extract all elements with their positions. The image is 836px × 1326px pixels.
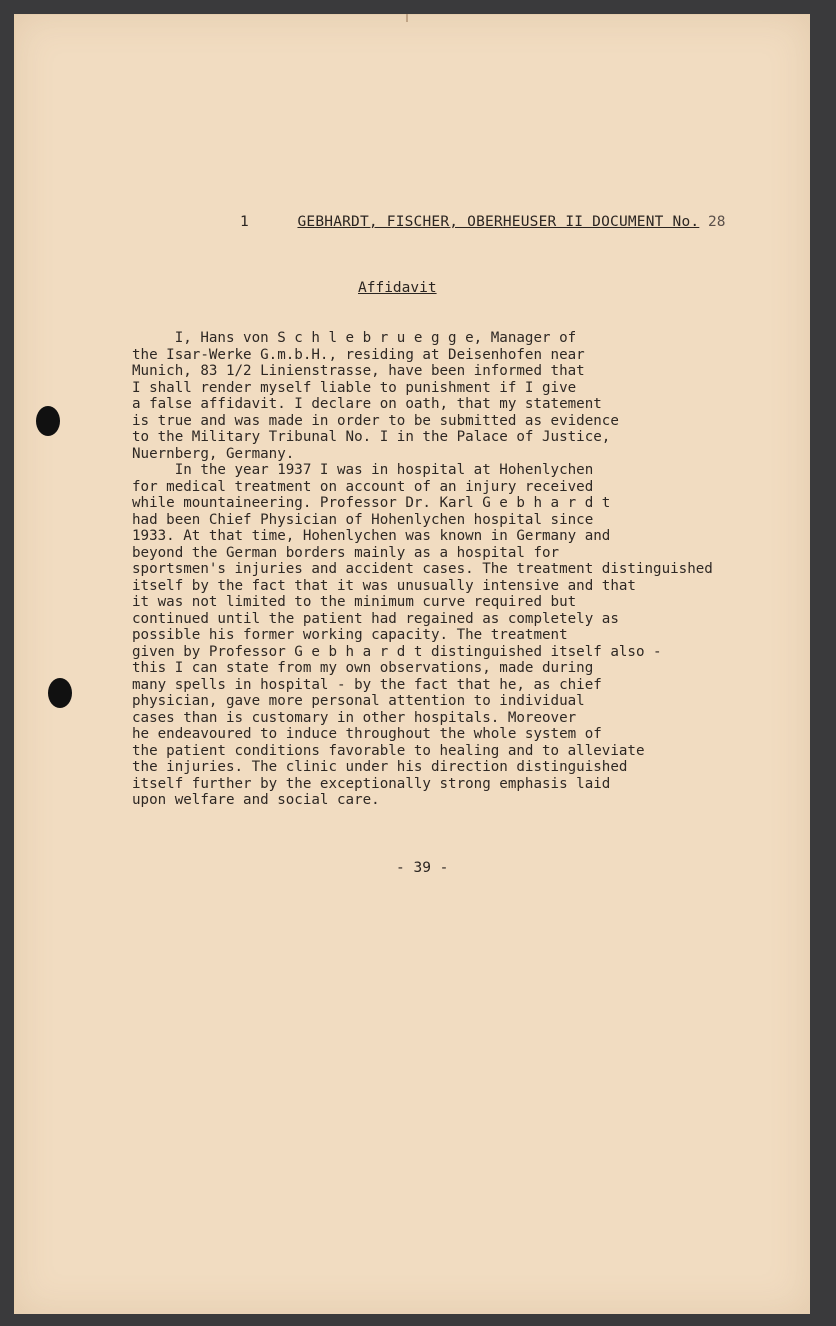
page-number: - 39 - <box>396 860 449 876</box>
punch-hole-top <box>36 406 60 436</box>
body-line: it was not limited to the minimum curve required but <box>132 594 577 610</box>
body-line: given by Professor G e b h a r d t distinguished itself also - <box>132 643 662 660</box>
punch-hole-bottom <box>48 678 72 708</box>
body-line: I, Hans von S c h l e b r u e g g e, Manager of <box>132 330 577 346</box>
body-line: cases than is customary in other hospitals. Moreover <box>132 709 577 726</box>
body-line: a false affidavit. I declare on oath, that my statement <box>132 396 602 412</box>
body-line: continued until the patient had regained as completely as <box>132 610 619 627</box>
body-line: the injuries. The clinic under his direction distinguished <box>132 759 628 775</box>
affidavit-body <box>132 330 792 809</box>
body-line: I shall render myself liable to punishment if I give <box>132 379 577 396</box>
body-line: while mountaineering. Professor Dr. Karl G e b h a r d t <box>132 495 611 511</box>
header-mark: 1 <box>240 214 249 230</box>
body-line: 1933. At that time, Hohenlychen was known in Germany and <box>132 528 611 544</box>
body-line: possible his former working capacity. The treatment <box>132 627 568 643</box>
body-line: had been Chief Physician of Hohenlychen hospital since <box>132 511 594 528</box>
body-line: to the Military Tribunal No. I in the Palace of Justice, <box>132 429 611 445</box>
body-line: the patient conditions favorable to healing and to alleviate <box>132 742 645 759</box>
body-line: many spells in hospital - by the fact that he, as chief <box>132 676 602 693</box>
body-line: itself further by the exceptionally strong emphasis laid <box>132 775 611 792</box>
body-line: this I can state from my own observations, made during <box>132 660 594 676</box>
body-line: beyond the German borders mainly as a hospital for <box>132 544 560 561</box>
document-number: 28 <box>708 214 726 230</box>
document-title: GEBHARDT, FISCHER, OBERHEUSER II DOCUMENT No. <box>297 214 700 230</box>
body-line: itself by the fact that it was unusually intensive and that <box>132 577 636 594</box>
body-line: In the year 1937 I was in hospital at Hohenlychen <box>132 462 594 478</box>
body-line: for medical treatment on account of an injury received <box>132 478 594 495</box>
body-line: Munich, 83 1/2 Linienstrasse, have been informed that <box>132 363 585 379</box>
body-line: upon welfare and social care. <box>132 792 380 808</box>
body-line: he endeavoured to induce throughout the whole system of <box>132 726 602 742</box>
top-edge-mark <box>406 14 408 22</box>
body-line: the Isar-Werke G.m.b.H., residing at Deisenhofen near <box>132 346 585 363</box>
document-header <box>240 214 800 230</box>
body-line: Nuernberg, Germany. <box>132 445 295 462</box>
affidavit-heading: Affidavit <box>358 280 437 296</box>
body-line: sportsmen's injuries and accident cases. The treatment distinguished <box>132 561 713 577</box>
body-line: is true and was made in order to be submitted as evidence <box>132 412 619 429</box>
body-line: physician, gave more personal attention to individual <box>132 693 585 709</box>
